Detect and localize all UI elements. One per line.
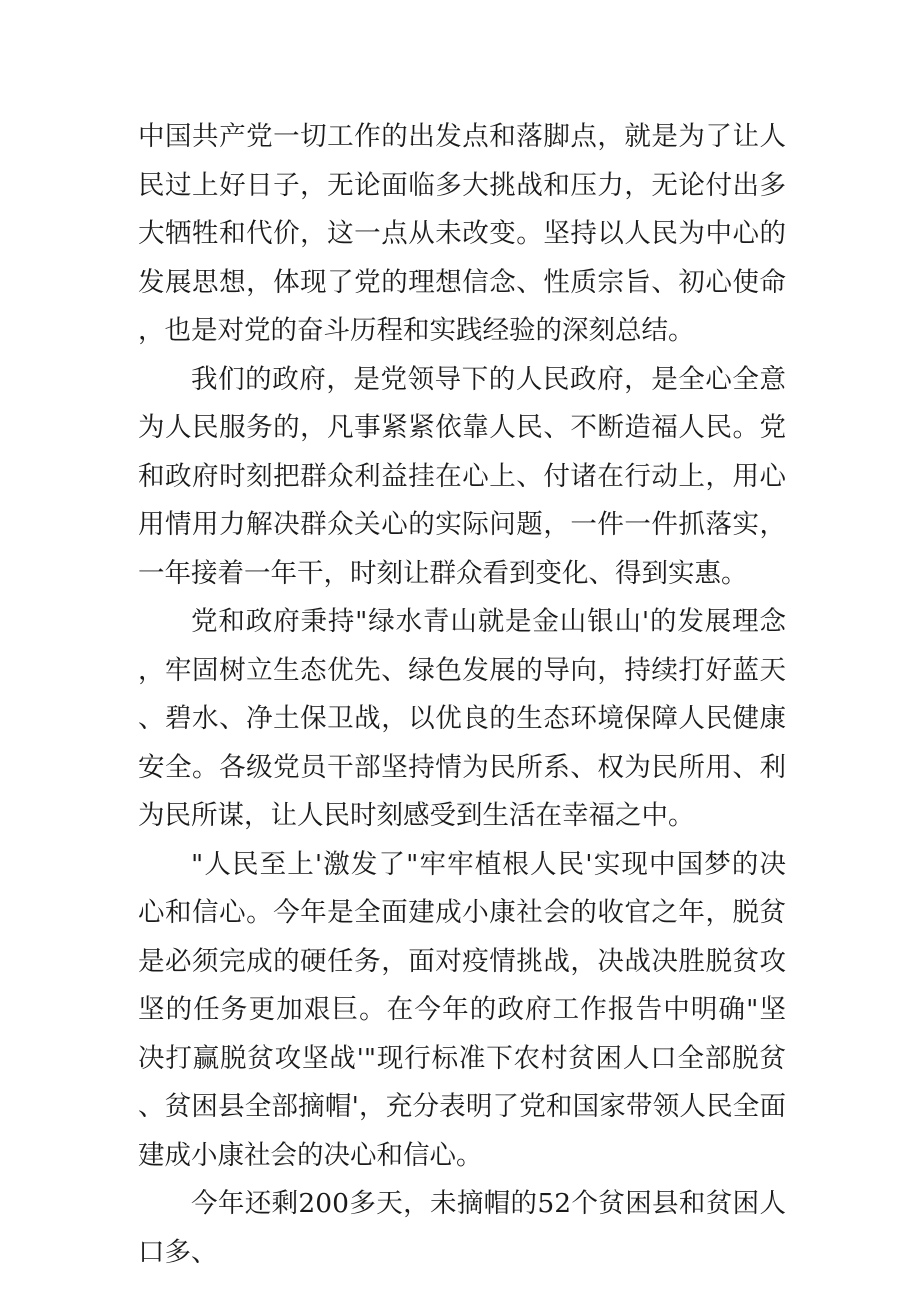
paragraph-5: 今年还剩200多天，未摘帽的52个贫困县和贫困人口多、 [138,1188,786,1268]
paragraph-1: 中国共产党一切工作的出发点和落脚点，就是为了让人民过上好日子，无论面临多大挑战和压力，无论付出多大牺牲和代价，这一点从未改变。坚持以人民为中心的发展思想，体现了党的理想信念、性质宗旨、初心使命，也是对党的奋斗历程和实践经验的深刻总结。 [138,121,786,346]
document-body [138,113,786,1277]
paragraph-2: 我们的政府，是党领导下的人民政府，是全心全意为人民服务的，凡事紧紧依靠人民、不断造福人民。党和政府时刻把群众利益挂在心上、付诸在行动上，用心用情用力解决群众关心的实际问题，一件一件抓落实，一年接着一年干，时刻让群众看到变化、得到实惠。 [138,363,786,589]
paragraph-4: "人民至上'激发了"牢牢植根人民'实现中国梦的决心和信心。今年是全面建成小康社会的收官之年，脱贫是必须完成的硬任务，面对疫情挑战，决战决胜脱贫攻坚的任务更加艰巨。在今年的政府工作报告中明确"坚决打赢脱贫攻坚战'"现行标准下农村贫困人口全部脱贫、贫困县全部摘帽'，充分表明了党和国家带领人民全面建成小康社会的决心和信心。 [138,848,786,1171]
paragraph-3: 党和政府秉持"绿水青山就是金山银山'的发展理念，牢固树立生态优先、绿色发展的导向，持续打好蓝天、碧水、净土保卫战，以优良的生态环境保障人民健康安全。各级党员干部坚持情为民所系、权为民所用、利为民所谋，让人民时刻感受到生活在幸福之中。 [138,606,786,831]
